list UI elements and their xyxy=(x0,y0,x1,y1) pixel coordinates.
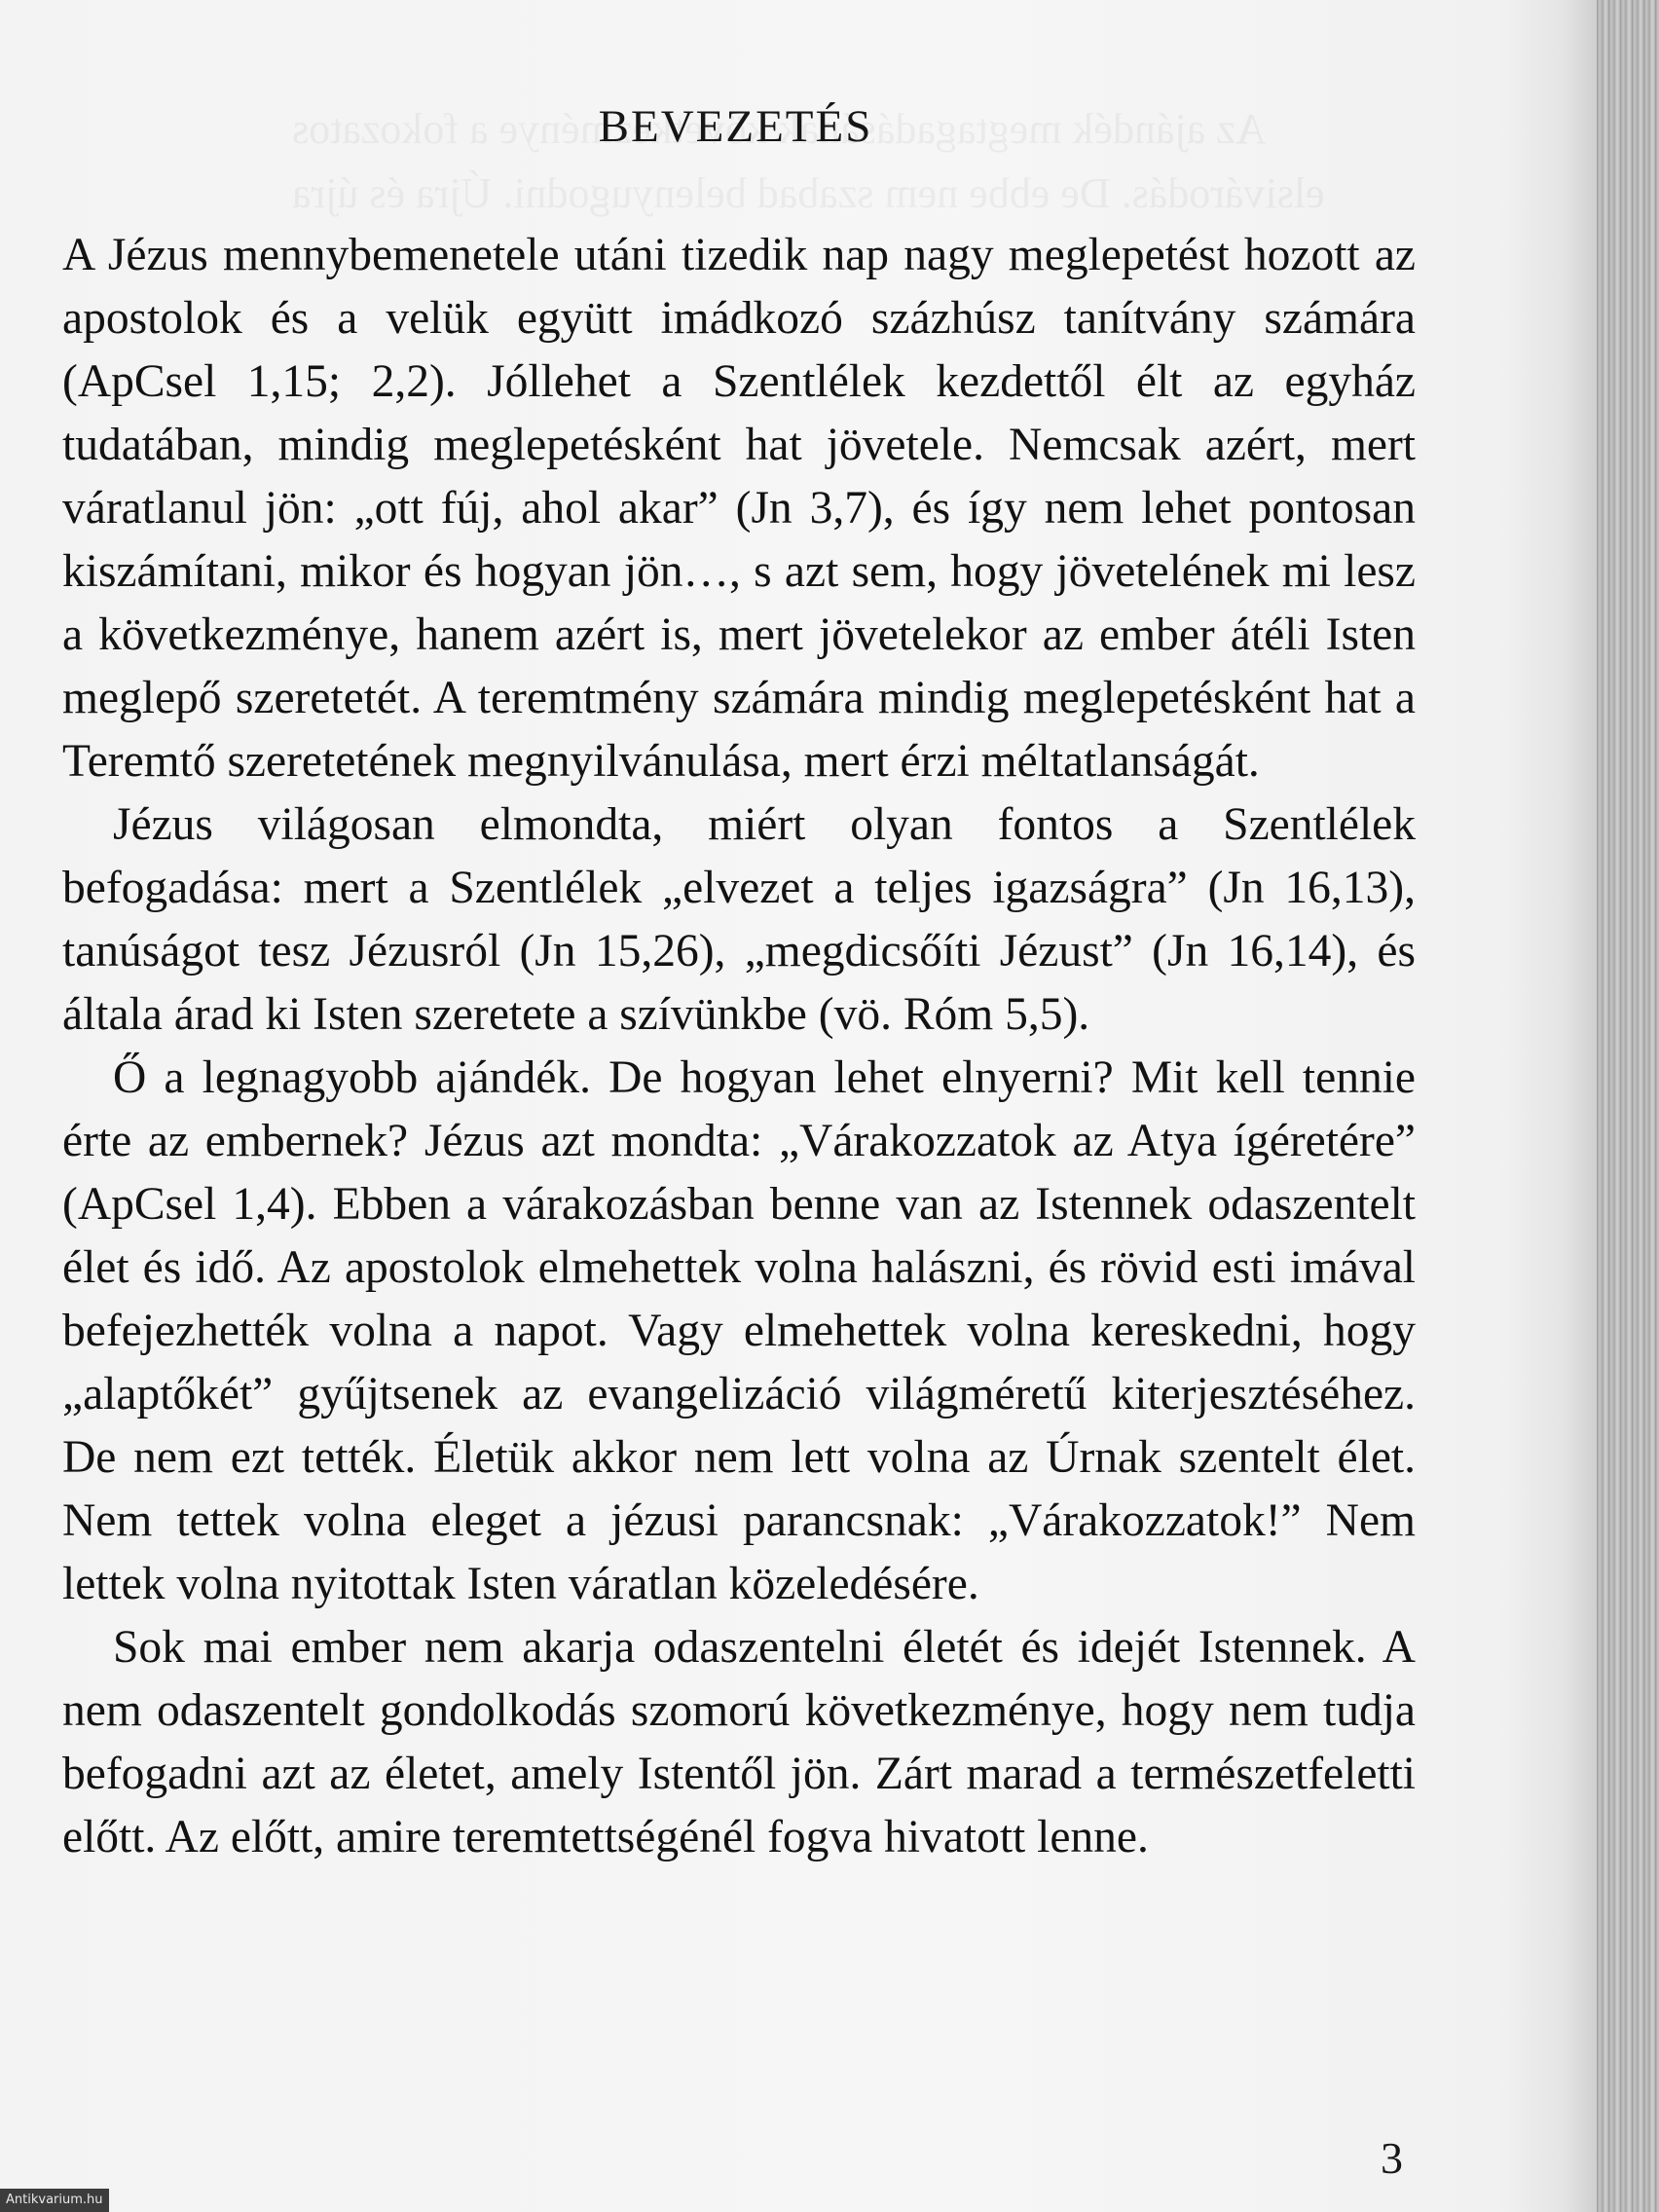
paragraph-1: A Jézus mennybemenetele utáni tizedik nap nagy meglepetést hozott az apostolok és a velük együtt imádkozó százhúsz tanítvány számára (ApCsel 1,15; 2,2). Jóllehet a Szentlélek kezdettől élt az egyház tudatában, mindig meglepetésként hat jövetele. Nemcsak azért, mert váratlanul jön: „ott fúj, ahol akar” (Jn 3,7), és így nem lehet pontosan kiszámítani, mikor és hogyan jön…, s azt sem, hogy jövetelének mi lesz a következménye, hanem azért is, mert jövetelekor az ember átéli Isten meglepő szeretetét. A teremtmény számára mindig meglepetésként hat a Teremtő szeretetének megnyilvánulása, mert érzi méltatlanságát. xyxy=(62,230,1416,787)
paragraph-3: Ő a legnagyobb ajándék. De hogyan lehet elnyerni? Mit kell tennie érte az embernek? Jézus azt mondta: „Várakozzatok az Atya ígéretére” (ApCsel 1,4). Ebben a várakozásban benne van az Istennek odaszentelt élet és idő. Az apostolok elmehettek volna halászni, és rövid esti imával befejezhették volna a napot. Vagy elmehettek volna kereskedni, hogy „alaptőkét” gyűjtsenek az evangelizáció világméretű kiterjesztéséhez. De nem ezt tették. Életük akkor nem lett volna az Úrnak szentelt élet. Nem tettek volna eleget a jézusi parancsnak: „Várakozzatok!” Nem lettek volna nyitottak Isten váratlan közeledésére. xyxy=(62,1052,1416,1609)
page-edge-shadow xyxy=(1597,0,1659,2212)
chapter-title: BEVEZETÉS xyxy=(598,101,873,152)
body-text xyxy=(62,224,1416,1869)
page-number: 3 xyxy=(1381,2133,1403,2183)
watermark: Antikvarium.hu xyxy=(0,2189,109,2212)
paragraph-4: Sok mai ember nem akarja odaszentelni életét és idejét Istennek. A nem odaszentelt gondolkodás szomorú következménye, hogy nem tudja befogadni azt az életet, amely Istentől jön. Zárt marad a természetfeletti előtt. Az előtt, amire teremtettségénél fogva hivatott lenne. xyxy=(62,1622,1416,1862)
paragraph-2: Jézus világosan elmondta, miért olyan fontos a Szentlélek befogadása: mert a Szentlélek „elvezet a teljes igazságra” (Jn 16,13), tanúságot tesz Jézusról (Jn 15,26), „megdicsőíti Jézust” (Jn 16,14), és általa árad ki Isten szeretete a szívünkbe (vö. Róm 5,5). xyxy=(62,799,1416,1040)
